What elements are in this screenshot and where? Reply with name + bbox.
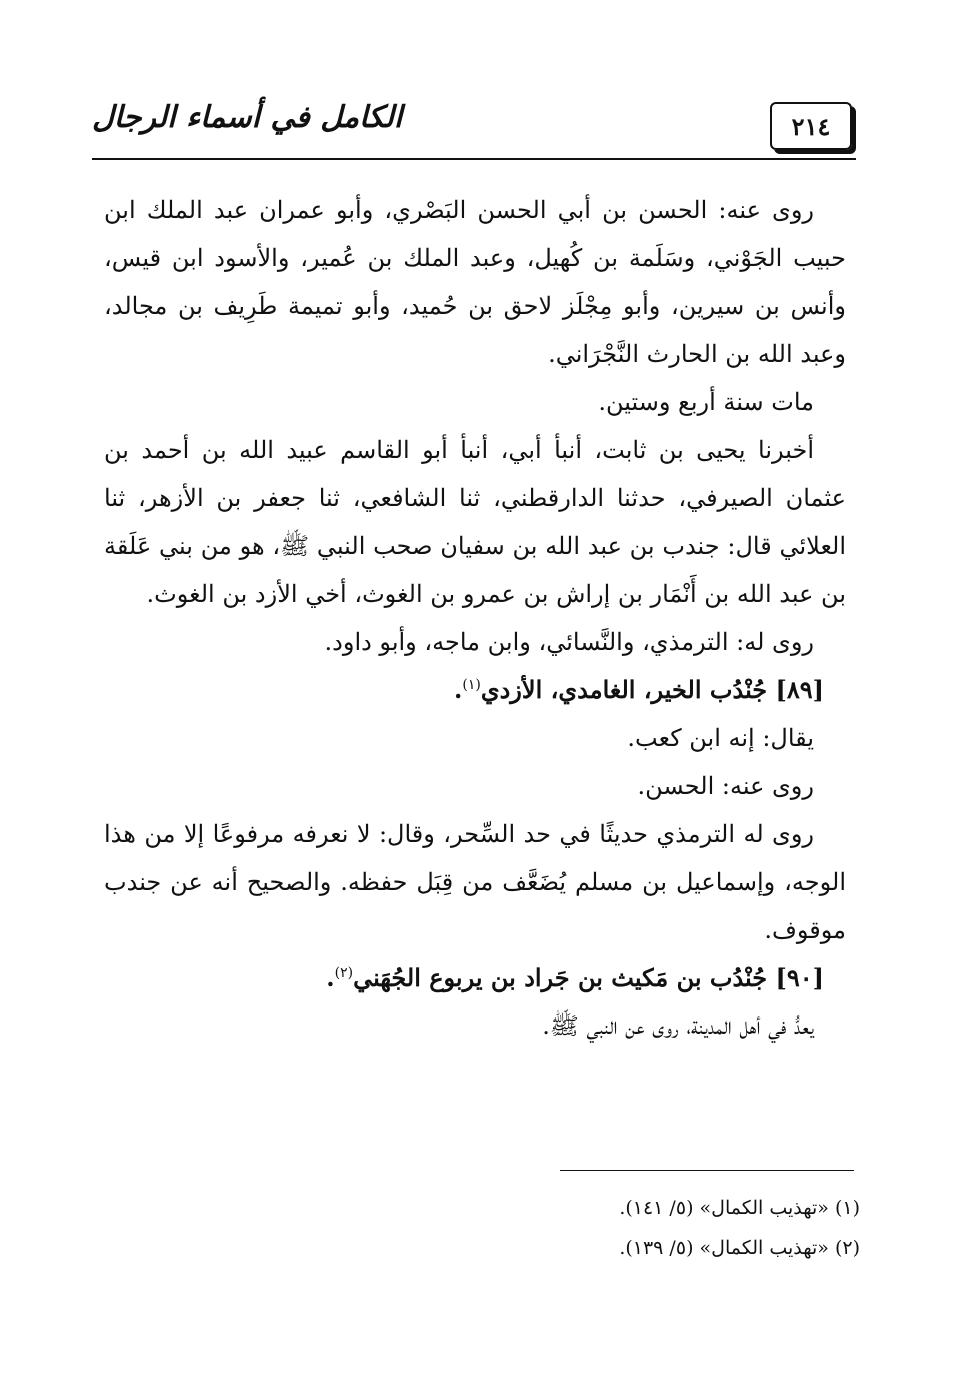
paragraph-death-year: مات سنة أربع وستين. <box>598 388 814 416</box>
paragraph-narrated-by: روى له: الترمذي، والنَّسائي، وابن ماجه، وأبو داود. <box>324 628 814 656</box>
page-header <box>92 96 856 158</box>
header-divider <box>92 158 856 160</box>
paragraph-medina: يعدُّ في أهل المدينة، روى عن النبي ﷺ. <box>542 1012 814 1040</box>
footnotes <box>104 1188 860 1268</box>
footnote-1: (١) «تهذيب الكمال» (٥/ ١٤١). <box>619 1197 860 1219</box>
page-number: ٢١٤ <box>770 102 852 150</box>
main-text <box>104 186 846 1050</box>
entry-heading-90 <box>104 954 846 1002</box>
footnote-divider <box>560 1170 854 1171</box>
entry-name: جُنْدُب بن مَكيث بن جَراد بن يربوع الجُهَني <box>353 963 768 992</box>
entry-heading-89 <box>104 666 846 714</box>
book-title: الكامل في أسماء الرجال <box>92 100 403 135</box>
entry-number: [٩٠] <box>775 963 824 992</box>
entry-end: . <box>326 963 335 992</box>
paragraph-narrators: روى عنه: الحسن بن أبي الحسن البَصْري، وأبو عمران عبد الملك ابن حبيب الجَوْني، وسَلَمة بن كُهيل، وعبد الملك بن عُمير، والأسود ابن قيس، وأنس بن سيرين، وأبو مِجْلَز لاحق بن حُميد، وأبو تميمة طَرِيف بن مجالد، وعبد الله بن الحارث النَّجْرَاني. <box>104 196 847 368</box>
paragraph-narrated-from: روى عنه: الحسن. <box>637 772 814 800</box>
paragraph-isnad: أخبرنا يحيى بن ثابت، أنبأ أبي، أنبأ أبو القاسم عبيد الله بن أحمد بن عثمان الصيرفي، حدثنا الدارقطني، ثنا الشافعي، ثنا جعفر بن الأزهر، ثنا العلائي قال: جندب بن عبد الله بن سفيان صحب النبي ﷺ، هو من بني عَلَقة بن عبد الله بن أَنْمَار بن إراش بن عمرو بن الغوث، أخي الأزد بن الغوث. <box>104 436 846 608</box>
footnote-2: (٢) «تهذيب الكمال» (٥/ ١٣٩). <box>619 1237 860 1259</box>
paragraph-said: يقال: إنه ابن كعب. <box>627 724 814 752</box>
footnote-ref: (٢) <box>334 965 354 981</box>
entry-end: . <box>454 675 463 704</box>
paragraph-tirmidhi: روى له الترمذي حديثًا في حد السِّحر، وقال: لا نعرفه مرفوعًا إلا من هذا الوجه، وإسماعيل بن مسلم يُضَعَّف من قِبَل حفظه. والصحيح أنه عن جندب موقوف. <box>104 820 846 944</box>
footnote-ref: (١) <box>462 677 481 693</box>
entry-name: جُنْدُب الخير، الغامدي، الأزدي <box>480 675 768 704</box>
entry-number: [٨٩] <box>775 675 824 704</box>
